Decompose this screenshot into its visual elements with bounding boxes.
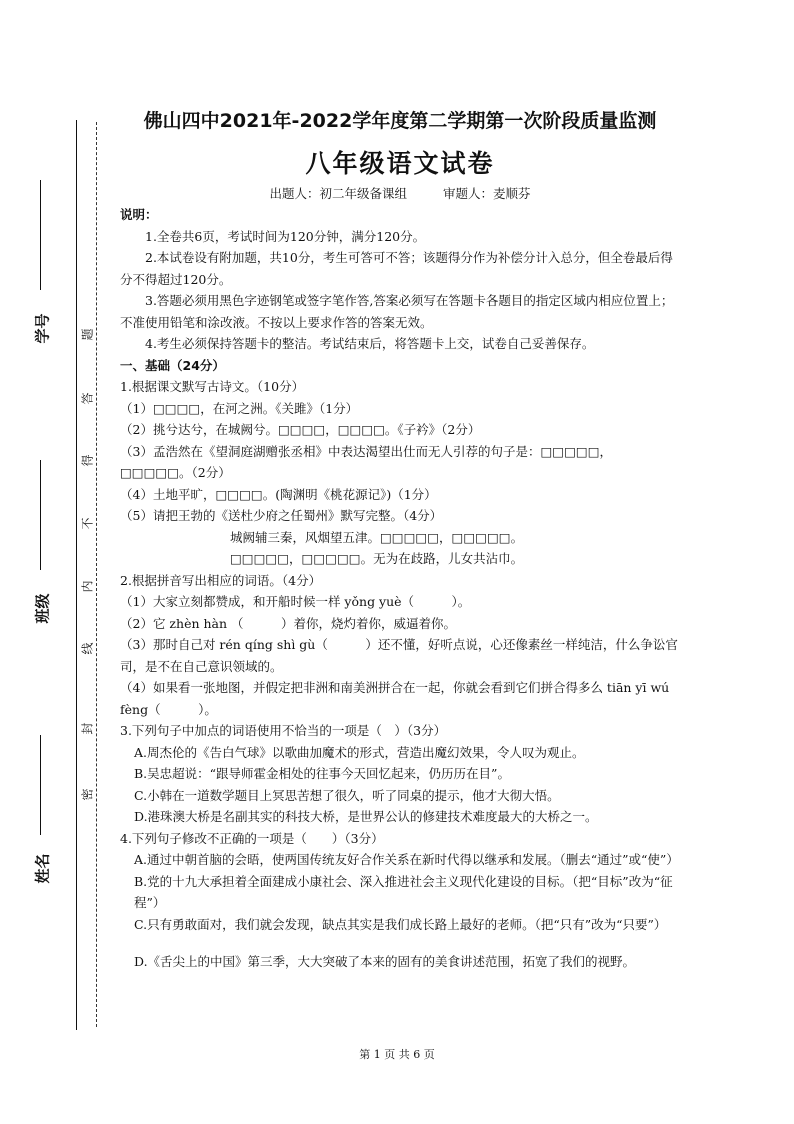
question-item: （4）土地平旷，□□□□。(陶渊明《桃花源记》)（1分） <box>120 486 437 502</box>
question-item: （1）大家立刻都赞成，和开船时候一样 yǒng yuè（ ）。 <box>120 594 471 609</box>
poem-line: □□□□□，□□□□□。无为在歧路，儿女共沾巾。 <box>230 551 524 566</box>
option-item: B.吴忠超说：“跟导师霍金相处的往事今天回忆起来，仍历历在目”。 <box>134 766 510 781</box>
seal-char: 得 <box>80 454 95 467</box>
exam-authors <box>120 184 680 202</box>
section-heading: 一、基础（24分） <box>120 357 225 373</box>
option-item: D.港珠澳大桥是名副其实的科技大桥，是世界公认的修建技术难度最大的大桥之一。 <box>134 809 598 824</box>
question-item: （2）挑兮达兮，在城阙兮。□□□□，□□□□。《子衿》（2分） <box>120 422 481 437</box>
instruction-item: 4.考生必须保持答题卡的整洁。考试结束后，将答题卡上交，试卷自己妥善保存。 <box>145 336 595 351</box>
seal-char: 不 <box>80 517 95 530</box>
option-item: C.只有勇敢面对，我们就会发现，缺点其实是我们成长路上最好的老师。（把“只有”改为“只要”） <box>134 916 667 932</box>
option-item: D.《舌尖上的中国》第三季，大大突破了本来的固有的美食讲述范围，拓宽了我们的视野。 <box>134 954 636 969</box>
exam-subtitle: 八年级语文试卷 <box>305 149 495 178</box>
seal-char: 封 <box>80 722 95 735</box>
student-id-line[interactable] <box>40 180 41 290</box>
question-stem: 1.根据课文默写古诗文。（10分） <box>120 379 305 394</box>
question-item: （5）请把王勃的《送杜少府之任蜀州》默写完整。（4分） <box>120 508 443 523</box>
name-label: 姓名 <box>33 853 52 884</box>
question-stem: 2.根据拼音写出相应的词语。（4分） <box>120 572 322 588</box>
question-item: （2）它 zhèn hàn （ ）着你，烧灼着你，威逼着你。 <box>120 615 457 631</box>
seal-dashed-line <box>96 122 97 1027</box>
seal-char: 题 <box>80 328 95 341</box>
question-item: （3）那时自己对 rén qíng shì gù（ ）还不懂，好听点说，心还像素丝一样纯洁，什么争讼官司，是不在自己意识领域的。 <box>120 637 678 674</box>
seal-char: 内 <box>80 580 95 593</box>
option-item: A.周杰伦的《告白气球》以歌曲加魔术的形式，营造出魔幻效果，令人叹为观止。 <box>134 744 585 760</box>
student-id-label: 学号 <box>33 313 52 344</box>
poem-line: 城阙辅三秦，风烟望五津。□□□□□，□□□□□。 <box>230 529 524 545</box>
seal-char: 答 <box>80 392 95 405</box>
author-text: 出题人：初二年级备课组 <box>269 186 407 201</box>
question-stem: 4.下列句子修改不正确的一项是（ ）（3分） <box>120 830 384 846</box>
option-item: C.小韩在一道数学题目上冥思苦想了很久，听了同桌的提示，他才大彻大悟。 <box>134 787 560 803</box>
instruction-item: 1.全卷共6页，考试时间为120分钟，满分120分。 <box>145 228 426 244</box>
instructions-heading: 说明： <box>120 207 158 222</box>
exam-title: 佛山四中2021年-2022学年度第二学期第一次阶段质量监测 <box>143 110 657 132</box>
class-line[interactable] <box>40 460 41 570</box>
instruction-item: 2.本试卷设有附加题，共10分，考生可答可不答；该题得分作为补偿分计入总分，但全卷最后得分不得超过120分。 <box>120 250 673 287</box>
seal-char: 线 <box>80 642 95 655</box>
option-item: B.党的十九大承担着全面建成小康社会、深入推进社会主义现代化建设的目标。（把“目标”改为“征程”） <box>134 873 673 910</box>
binding-margin <box>0 0 100 1124</box>
question-stem: 3.下列句子中加点的词语使用不恰当的一项是（ ）（3分） <box>120 723 447 738</box>
question-item: （1）□□□□，在河之洲。《关雎》（1分） <box>120 400 359 416</box>
instruction-item: 3.答题必须用黑色字迹钢笔或签字笔作答,答案必须写在答题卡各题目的指定区域内相应位置上；不准使用铅笔和涂改液。不按以上要求作答的答案无效。 <box>120 293 674 330</box>
name-line[interactable] <box>40 735 41 835</box>
option-item: A.通过中朝首脑的会晤，使两国传统友好合作关系在新时代得以继承和发展。（删去“通过”或“使”） <box>134 852 679 867</box>
reviewer-text: 审题人：麦顺芬 <box>442 186 531 201</box>
class-label: 班级 <box>33 593 52 624</box>
binding-solid-line <box>76 120 77 1030</box>
question-item: （3）孟浩然在《望洞庭湖赠张丞相》中表达渴望出仕而无人引荐的句子是：□□□□□，□□□□□。（2分） <box>120 443 613 480</box>
seal-char: 密 <box>80 788 95 801</box>
question-item: （4）如果看一张地图，并假定把非洲和南美洲拼合在一起，你就会看到它们拼合得多么 tiān yī wú fèng（ ）。 <box>120 680 670 717</box>
exam-body <box>120 204 680 973</box>
blank-space <box>120 935 680 951</box>
page-footer: 第 1 页 共 6 页 <box>359 1048 435 1061</box>
